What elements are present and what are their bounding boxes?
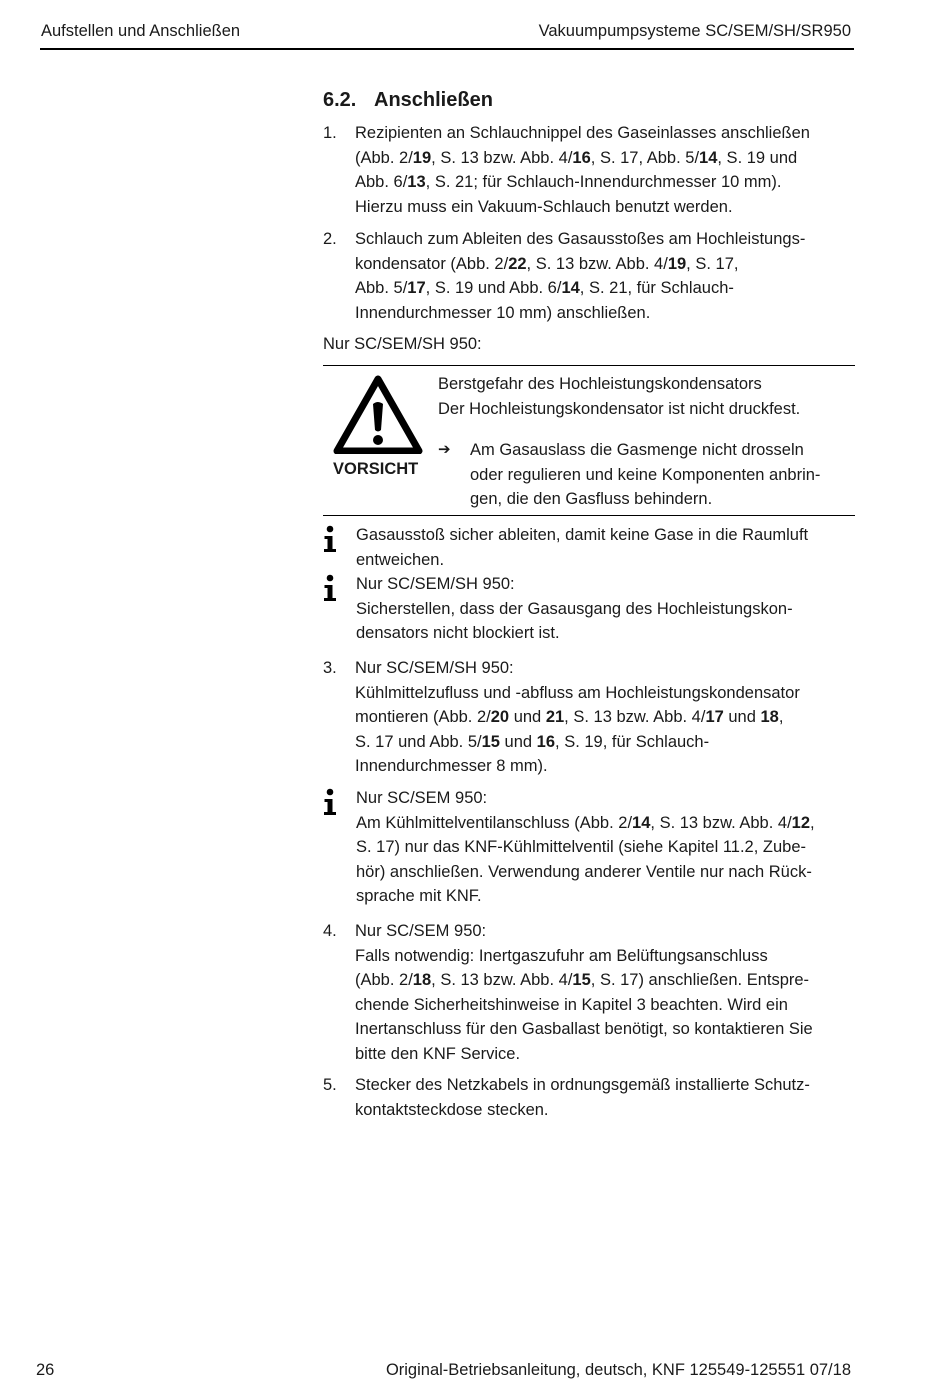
- text-line: [355, 730, 858, 755]
- warning-triangle-icon: [333, 374, 423, 454]
- text-segment: , S. 17) anschließen. Entspre-: [590, 971, 810, 989]
- text-segment: , S. 17,: [686, 254, 739, 273]
- reference-number: 20: [490, 708, 510, 726]
- caution-box: [323, 365, 855, 516]
- reference-number: 21: [545, 708, 565, 726]
- text-segment: Schlauch zum Ableiten des Gasausstoßes am Hochleistungs-: [355, 230, 806, 248]
- reference-number: 19: [412, 148, 432, 167]
- text-segment: montieren (Abb. 2/: [355, 708, 491, 726]
- text-segment: , S. 17, Abb. 5/: [590, 148, 700, 167]
- page-number: 26: [36, 1361, 55, 1379]
- section-heading: [323, 89, 493, 112]
- info-note-1: [323, 523, 858, 572]
- text-line: [355, 276, 858, 301]
- applicability-note: Nur SC/SEM/SH 950:: [323, 335, 482, 353]
- text-segment: ,: [810, 813, 815, 832]
- step-4: [323, 919, 858, 1066]
- text-segment: Nur SC/SEM 950:: [356, 789, 488, 807]
- text-segment: S. 17 und Abb. 5/: [355, 732, 482, 751]
- step-text: [355, 227, 858, 325]
- info-line: densators nicht blockiert ist.: [356, 624, 560, 642]
- info-i-icon: [323, 788, 337, 816]
- info-text: [356, 786, 858, 909]
- text-segment: Abb. 6/: [355, 173, 408, 191]
- text-segment: , S. 13 bzw. Abb. 4/: [431, 971, 573, 989]
- text-line: [355, 121, 858, 146]
- text-segment: Innendurchmesser 10 mm) anschließen.: [355, 303, 651, 322]
- step-5: [323, 1073, 858, 1122]
- step-text: [355, 121, 858, 219]
- section-title: Anschließen: [374, 89, 493, 111]
- reference-number: 15: [572, 971, 591, 989]
- running-header-chapter: Aufstellen und Anschließen: [41, 22, 241, 40]
- text-segment: Innendurchmesser 8 mm).: [355, 757, 548, 775]
- text-line: [355, 968, 858, 993]
- step-text: [355, 656, 858, 779]
- text-segment: und: [723, 708, 761, 726]
- reference-number: 17: [705, 708, 724, 726]
- text-line: [355, 993, 858, 1018]
- text-line: [355, 919, 858, 944]
- caution-label: VORSICHT: [333, 460, 419, 478]
- text-segment: (Abb. 2/: [355, 148, 413, 167]
- text-segment: Falls notwendig: Inertgaszufuhr am Belüftungsanschluss: [355, 946, 768, 965]
- info-line: Gasausstoß sicher ableiten, damit keine Gase in die Raumluft: [356, 526, 809, 544]
- text-segment: , S. 21, für Schlauch-: [579, 279, 734, 297]
- reference-number: 13: [407, 173, 426, 191]
- text-segment: und: [509, 708, 546, 726]
- info-note-2: [323, 572, 858, 646]
- reference-number: 14: [699, 148, 718, 167]
- info-line: Nur SC/SEM/SH 950:: [356, 575, 515, 593]
- text-segment: chende Sicherheitshinweise in Kapitel 3 beachten. Wird ein: [355, 995, 788, 1014]
- text-line: [355, 301, 858, 326]
- text-line: [355, 170, 858, 195]
- step-3: [323, 656, 858, 779]
- reference-number: 14: [561, 279, 580, 297]
- text-segment: , S. 19, für Schlauch-: [555, 732, 710, 751]
- text-line: [355, 754, 858, 779]
- step-text: [355, 1073, 858, 1122]
- text-segment: und: [499, 732, 537, 751]
- text-line: [355, 146, 858, 171]
- text-line: [355, 227, 858, 252]
- text-segment: ,: [778, 708, 784, 726]
- text-segment: Kühlmittelzufluss und -abfluss am Hochleistungskondensator: [355, 683, 800, 702]
- text-line: [355, 681, 858, 706]
- running-header-product: Vakuumpumpsysteme SC/SEM/SH/SR950: [538, 22, 851, 40]
- text-segment: hör) anschließen. Verwendung anderer Ventile nur nach Rück-: [356, 862, 812, 881]
- text-segment: sprache mit KNF.: [356, 887, 482, 905]
- text-segment: Abb. 5/: [355, 279, 408, 297]
- reference-number: 17: [407, 279, 426, 297]
- text-line: [355, 195, 858, 220]
- text-line: [355, 252, 858, 277]
- section-number: 6.2.: [323, 89, 357, 111]
- arrow-right-icon: ➔: [438, 441, 451, 458]
- text-segment: S. 17) nur das KNF-Kühlmittelventil (siehe Kapitel 11.2, Zube-: [356, 838, 806, 856]
- reference-number: 12: [791, 813, 811, 832]
- reference-number: 14: [632, 813, 651, 832]
- text-line: [356, 786, 858, 811]
- text-segment: kondensator (Abb. 2/: [355, 254, 509, 273]
- text-line: [356, 835, 858, 860]
- text-segment: , S. 13 bzw. Abb. 4/: [564, 708, 706, 726]
- text-line: [356, 811, 858, 836]
- reference-number: 18: [760, 708, 779, 726]
- text-line: [355, 656, 858, 681]
- hazard-instruction: Am Gasauslass die Gasmenge nicht drosseln oder regulieren und keine Komponenten anbrin- gen, die den Gasfluss behindern.: [470, 441, 821, 508]
- info-line: Sicherstellen, dass der Gasausgang des Hochleistungskon-: [356, 599, 793, 618]
- reference-number: 16: [536, 732, 556, 751]
- text-segment: , S. 19 und Abb. 6/: [425, 279, 562, 297]
- text-segment: Nur SC/SEM/SH 950:: [355, 659, 514, 677]
- info-line: entweichen.: [356, 550, 445, 569]
- text-line: [355, 1073, 858, 1098]
- document-reference: Original-Betriebsanleitung, deutsch, KNF 125549-125551 07/18: [385, 1361, 851, 1379]
- step-number: 2.: [323, 230, 337, 248]
- text-line: [356, 860, 858, 885]
- hazard-description: Der Hochleistungskondensator ist nicht druckfest.: [438, 399, 801, 418]
- step-number: 3.: [323, 659, 337, 677]
- hazard-title: Berstgefahr des Hochleistungskondensators: [438, 375, 762, 393]
- text-segment: bitte den KNF Service.: [355, 1044, 521, 1063]
- text-segment: , S. 21; für Schlauch-Innendurchmesser 10 mm).: [425, 173, 782, 191]
- text-segment: , S. 13 bzw. Abb. 4/: [650, 813, 792, 832]
- step-number: 5.: [323, 1076, 337, 1094]
- text-segment: Hierzu muss ein Vakuum-Schlauch benutzt werden.: [355, 197, 733, 216]
- info-i-icon: [323, 525, 337, 553]
- text-segment: , S. 13 bzw. Abb. 4/: [431, 148, 573, 167]
- reference-number: 19: [667, 254, 687, 273]
- info-note-3: [323, 786, 858, 909]
- text-segment: Am Kühlmittelventilanschluss (Abb. 2/: [356, 813, 633, 832]
- header-divider: [40, 48, 854, 50]
- text-line: [355, 1098, 858, 1123]
- text-line: [355, 944, 858, 969]
- reference-number: 18: [412, 971, 432, 989]
- step-text: [355, 919, 858, 1066]
- text-line: [355, 1017, 858, 1042]
- text-line: [356, 884, 858, 909]
- step-number: 1.: [323, 124, 337, 142]
- text-line: [355, 705, 858, 730]
- step-2: [323, 227, 858, 325]
- caution-text: [438, 372, 858, 508]
- text-segment: Nur SC/SEM 950:: [355, 922, 487, 940]
- text-segment: , S. 13 bzw. Abb. 4/: [526, 254, 668, 273]
- text-segment: Stecker des Netzkabels in ordnungsgemäß installierte Schutz-: [355, 1076, 810, 1094]
- reference-number: 16: [572, 148, 591, 167]
- reference-number: 15: [481, 732, 500, 751]
- info-i-icon: [323, 574, 337, 602]
- reference-number: 22: [508, 254, 527, 273]
- step-number: 4.: [323, 922, 337, 940]
- text-segment: (Abb. 2/: [355, 971, 413, 989]
- text-line: [355, 1042, 858, 1067]
- text-segment: Rezipienten an Schlauchnippel des Gaseinlasses anschließen: [355, 124, 810, 142]
- text-segment: kontaktsteckdose stecken.: [355, 1100, 549, 1119]
- text-segment: , S. 19 und: [717, 148, 798, 167]
- text-segment: Inertanschluss für den Gasballast benötigt, so kontaktieren Sie: [355, 1020, 813, 1038]
- step-1: [323, 121, 858, 219]
